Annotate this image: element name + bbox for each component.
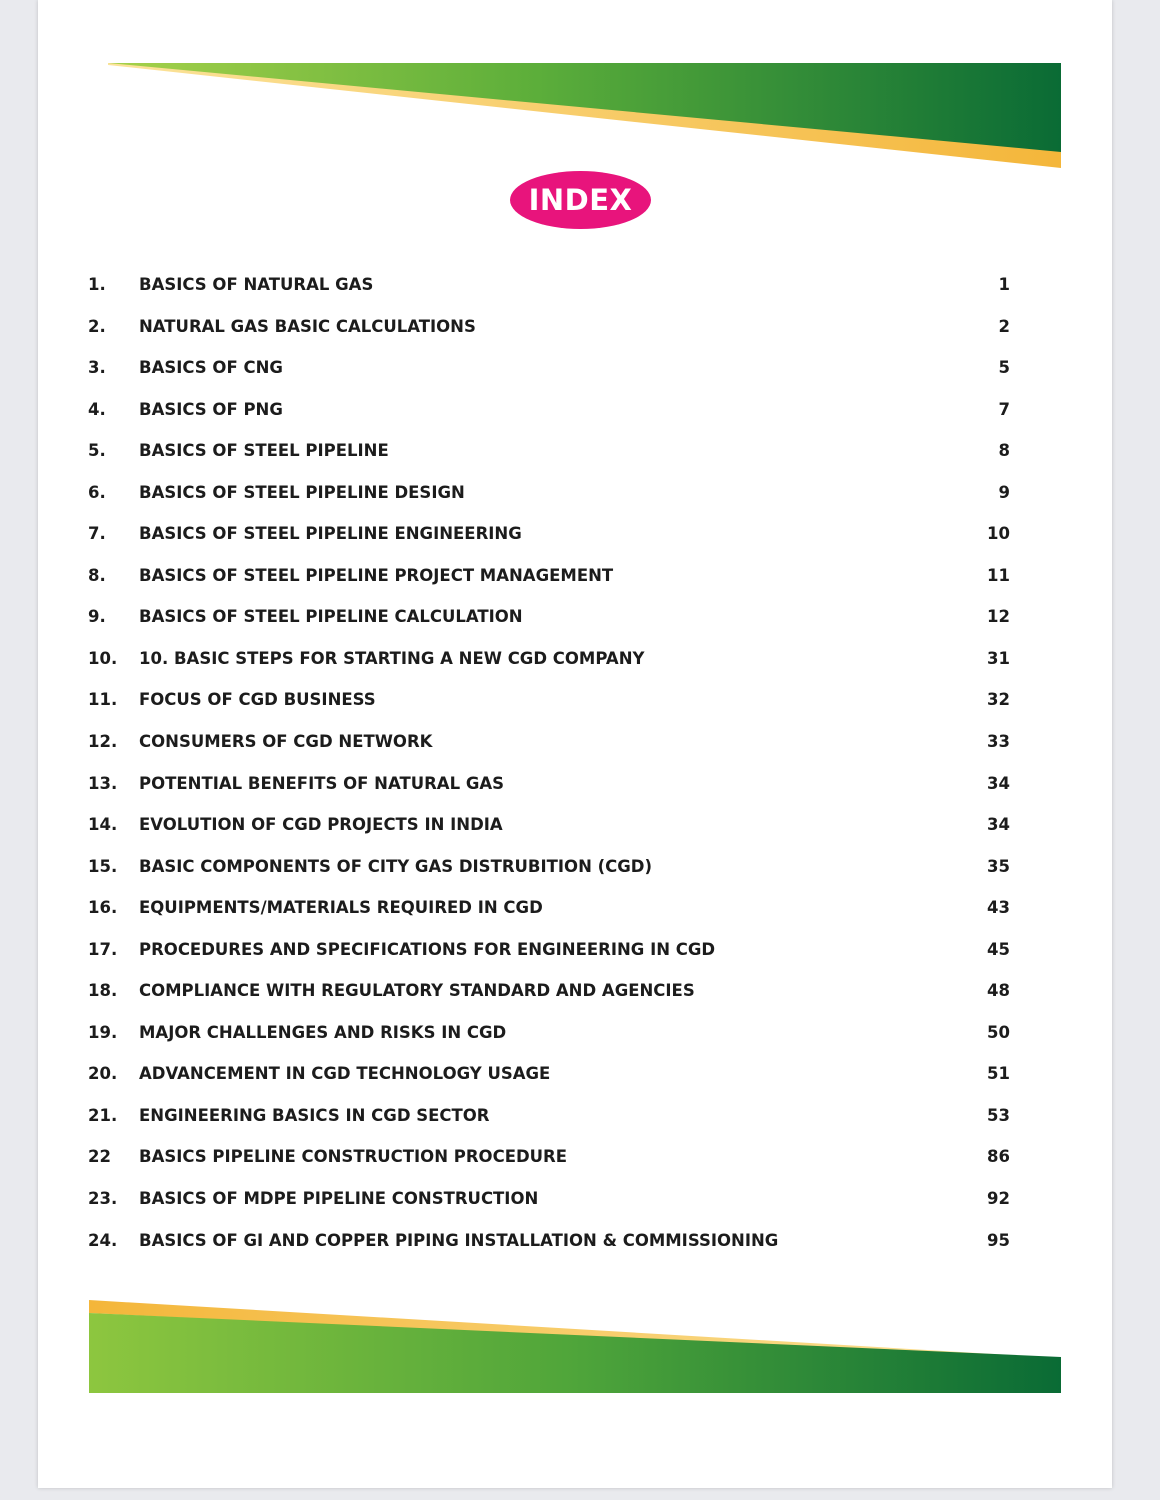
toc-entry-page: 35: [987, 856, 1010, 876]
toc-entry-page: 51: [987, 1064, 1010, 1084]
toc-entry: [38, 638, 1112, 680]
toc-entry-title: BASICS OF STEEL PIPELINE DESIGN: [139, 482, 465, 502]
toc-entry: [38, 596, 1112, 638]
toc-entry-number: 18.: [88, 981, 118, 1001]
toc-entry-title: BASICS OF CNG: [139, 358, 283, 378]
toc-entry-page: 53: [987, 1105, 1010, 1125]
toc-entry: [38, 1053, 1112, 1095]
toc-entry-number: 23.: [88, 1189, 118, 1209]
document-page: [38, 0, 1112, 1488]
toc-entry-number: 3.: [88, 358, 106, 378]
toc-entry: [38, 846, 1112, 888]
toc-entry: [38, 929, 1112, 971]
toc-entry-title: BASICS OF MDPE PIPELINE CONSTRUCTION: [139, 1189, 539, 1209]
toc-entry: [38, 804, 1112, 846]
toc-entry-title: BASICS OF NATURAL GAS: [139, 275, 374, 294]
toc-entry-page: 11: [987, 565, 1010, 585]
toc-entry-number: 24.: [88, 1230, 118, 1250]
toc-entry-title: BASICS OF PNG: [139, 399, 283, 419]
toc-entry-number: 7.: [88, 524, 106, 544]
toc-entry-number: 4.: [88, 399, 106, 419]
toc-entry-number: 19.: [88, 1022, 118, 1042]
toc-entry: [38, 721, 1112, 763]
toc-entry-number: 20.: [88, 1064, 118, 1084]
toc-entry-page: 32: [987, 690, 1010, 710]
toc-entry: [38, 430, 1112, 472]
toc-entry: [38, 389, 1112, 431]
toc-entry-number: 14.: [88, 815, 118, 835]
toc-entry-title: MAJOR CHALLENGES AND RISKS IN CGD: [139, 1022, 507, 1042]
toc-entry: [38, 679, 1112, 721]
toc-entry-page: 34: [987, 773, 1010, 793]
toc-entry-number: 12.: [88, 732, 118, 752]
toc-entry-title: BASICS OF STEEL PIPELINE PROJECT MANAGEMENT: [139, 565, 614, 585]
toc-entry-title: ADVANCEMENT IN CGD TECHNOLOGY USAGE: [139, 1064, 551, 1084]
toc-entry-page: 95: [987, 1230, 1010, 1250]
toc-entry-number: 2.: [88, 316, 106, 336]
toc-entry-number: 22: [88, 1147, 111, 1167]
toc-entry: [38, 513, 1112, 555]
toc-entry: [38, 264, 1112, 306]
toc-entry-title: EQUIPMENTS/MATERIALS REQUIRED IN CGD: [139, 898, 543, 918]
toc-entry-number: 16.: [88, 898, 118, 918]
toc-entry-page: 48: [987, 981, 1010, 1001]
toc-entry-number: 10.: [88, 648, 118, 668]
toc-entry-page: 7: [998, 399, 1010, 419]
toc-entry-page: 50: [987, 1022, 1010, 1042]
toc-entry-number: 21.: [88, 1105, 118, 1125]
toc-entry-title: BASIC COMPONENTS OF CITY GAS DISTRUBITION (CGD): [139, 856, 653, 876]
toc-entry-page: 2: [998, 316, 1010, 336]
top-banner: [38, 0, 1112, 180]
toc-entry-page: 31: [987, 648, 1010, 668]
toc-entry-number: 1.: [88, 275, 106, 294]
toc-entry-page: 10: [987, 524, 1010, 544]
toc-entry-page: 92: [987, 1189, 1010, 1209]
toc-entry: [38, 1012, 1112, 1054]
toc-entry-page: 8: [998, 441, 1010, 461]
toc-entry-page: 33: [987, 732, 1010, 752]
toc-entry: [38, 970, 1112, 1012]
toc-entry-title: FOCUS OF CGD BUSINESS: [139, 690, 376, 710]
toc-entry: [38, 887, 1112, 929]
toc-entry-title: ENGINEERING BASICS IN CGD SECTOR: [139, 1105, 490, 1125]
toc-entry: [38, 1220, 1112, 1262]
toc-entry-page: 12: [987, 607, 1010, 627]
toc-entry: [38, 1136, 1112, 1178]
toc-entry-title: BASICS OF STEEL PIPELINE CALCULATION: [139, 607, 523, 627]
toc-entry-number: 9.: [88, 607, 106, 627]
toc-entry-number: 17.: [88, 939, 118, 959]
toc-entry: [38, 472, 1112, 514]
toc-entry-number: 8.: [88, 565, 106, 585]
toc-entry-number: 15.: [88, 856, 118, 876]
toc-entry-title: NATURAL GAS BASIC CALCULATIONS: [139, 316, 476, 336]
toc-entry-title: BASICS OF STEEL PIPELINE ENGINEERING: [139, 524, 522, 544]
toc-entry-title: EVOLUTION OF CGD PROJECTS IN INDIA: [139, 815, 503, 835]
toc-entry: [38, 555, 1112, 597]
toc-entry-title: PROCEDURES AND SPECIFICATIONS FOR ENGINEERING IN CGD: [139, 939, 716, 959]
toc-entry-title: BASICS PIPELINE CONSTRUCTION PROCEDURE: [139, 1147, 568, 1167]
toc-entry-title: CONSUMERS OF CGD NETWORK: [139, 732, 433, 752]
toc-entry-page: 86: [987, 1147, 1010, 1167]
toc-entry-title: COMPLIANCE WITH REGULATORY STANDARD AND AGENCIES: [139, 981, 695, 1001]
toc-entry: [38, 1095, 1112, 1137]
toc-entry-number: 11.: [88, 690, 118, 710]
toc-entry: [38, 1178, 1112, 1220]
toc-entry-page: 45: [987, 939, 1010, 959]
toc-entry-page: 1: [998, 275, 1010, 294]
toc-entry-title: POTENTIAL BENEFITS OF NATURAL GAS: [139, 773, 505, 793]
toc-entry-number: 5.: [88, 441, 106, 461]
toc-entry: [38, 347, 1112, 389]
toc-entry-page: 5: [998, 358, 1010, 378]
toc-entry: [38, 763, 1112, 805]
toc-entry-page: 9: [998, 482, 1010, 502]
toc-entry-number: 13.: [88, 773, 118, 793]
toc-entry-page: 43: [987, 898, 1010, 918]
toc-entry-title: 10. BASIC STEPS FOR STARTING A NEW CGD COMPANY: [139, 648, 645, 668]
toc-entry-number: 6.: [88, 482, 106, 502]
index-title-badge: INDEX: [510, 171, 651, 229]
toc-entry-page: 34: [987, 815, 1010, 835]
toc-entry: [38, 306, 1112, 348]
table-of-contents: [38, 264, 1112, 1261]
toc-entry-title: BASICS OF GI AND COPPER PIPING INSTALLATION & COMMISSIONING: [139, 1230, 779, 1250]
toc-entry-title: BASICS OF STEEL PIPELINE: [139, 441, 389, 461]
